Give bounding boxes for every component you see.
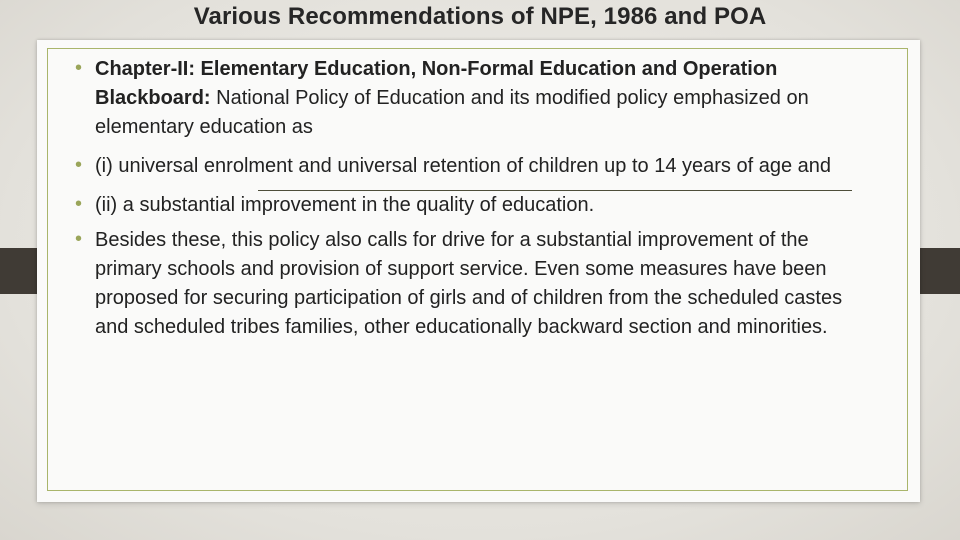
bullet-item [75,226,855,342]
bullet-marker: • [75,193,83,215]
bullet-text: National Policy of Education and its modified policy emphasized on elementary education as [95,87,809,138]
bullet-list [75,55,855,342]
bullet-item [75,152,855,181]
bullet-item [75,55,855,142]
bullet-text: (ii) a substantial improvement in the quality of education. [95,194,595,216]
bullet-marker: • [75,57,83,79]
bullet-item [75,191,855,220]
bullet-text: Besides these, this policy also calls for drive for a substantial improvement of the primary schools and provision of support service. Even some measures have been proposed for securing participation of girls and of children from the scheduled castes and scheduled tribes families, other educationally backward section and minorities. [95,229,843,338]
bullet-text: (i) universal enrolment and universal retention of children up to 14 years of age and [95,155,831,177]
bullet-marker: • [75,228,83,250]
bullet-heading: Chapter-II: Elementary Education, Non-Formal Education and Operation Blackboard: [95,58,778,109]
slide-title: Various Recommendations of NPE, 1986 and POA [193,3,767,30]
bullet-marker: • [75,154,83,176]
